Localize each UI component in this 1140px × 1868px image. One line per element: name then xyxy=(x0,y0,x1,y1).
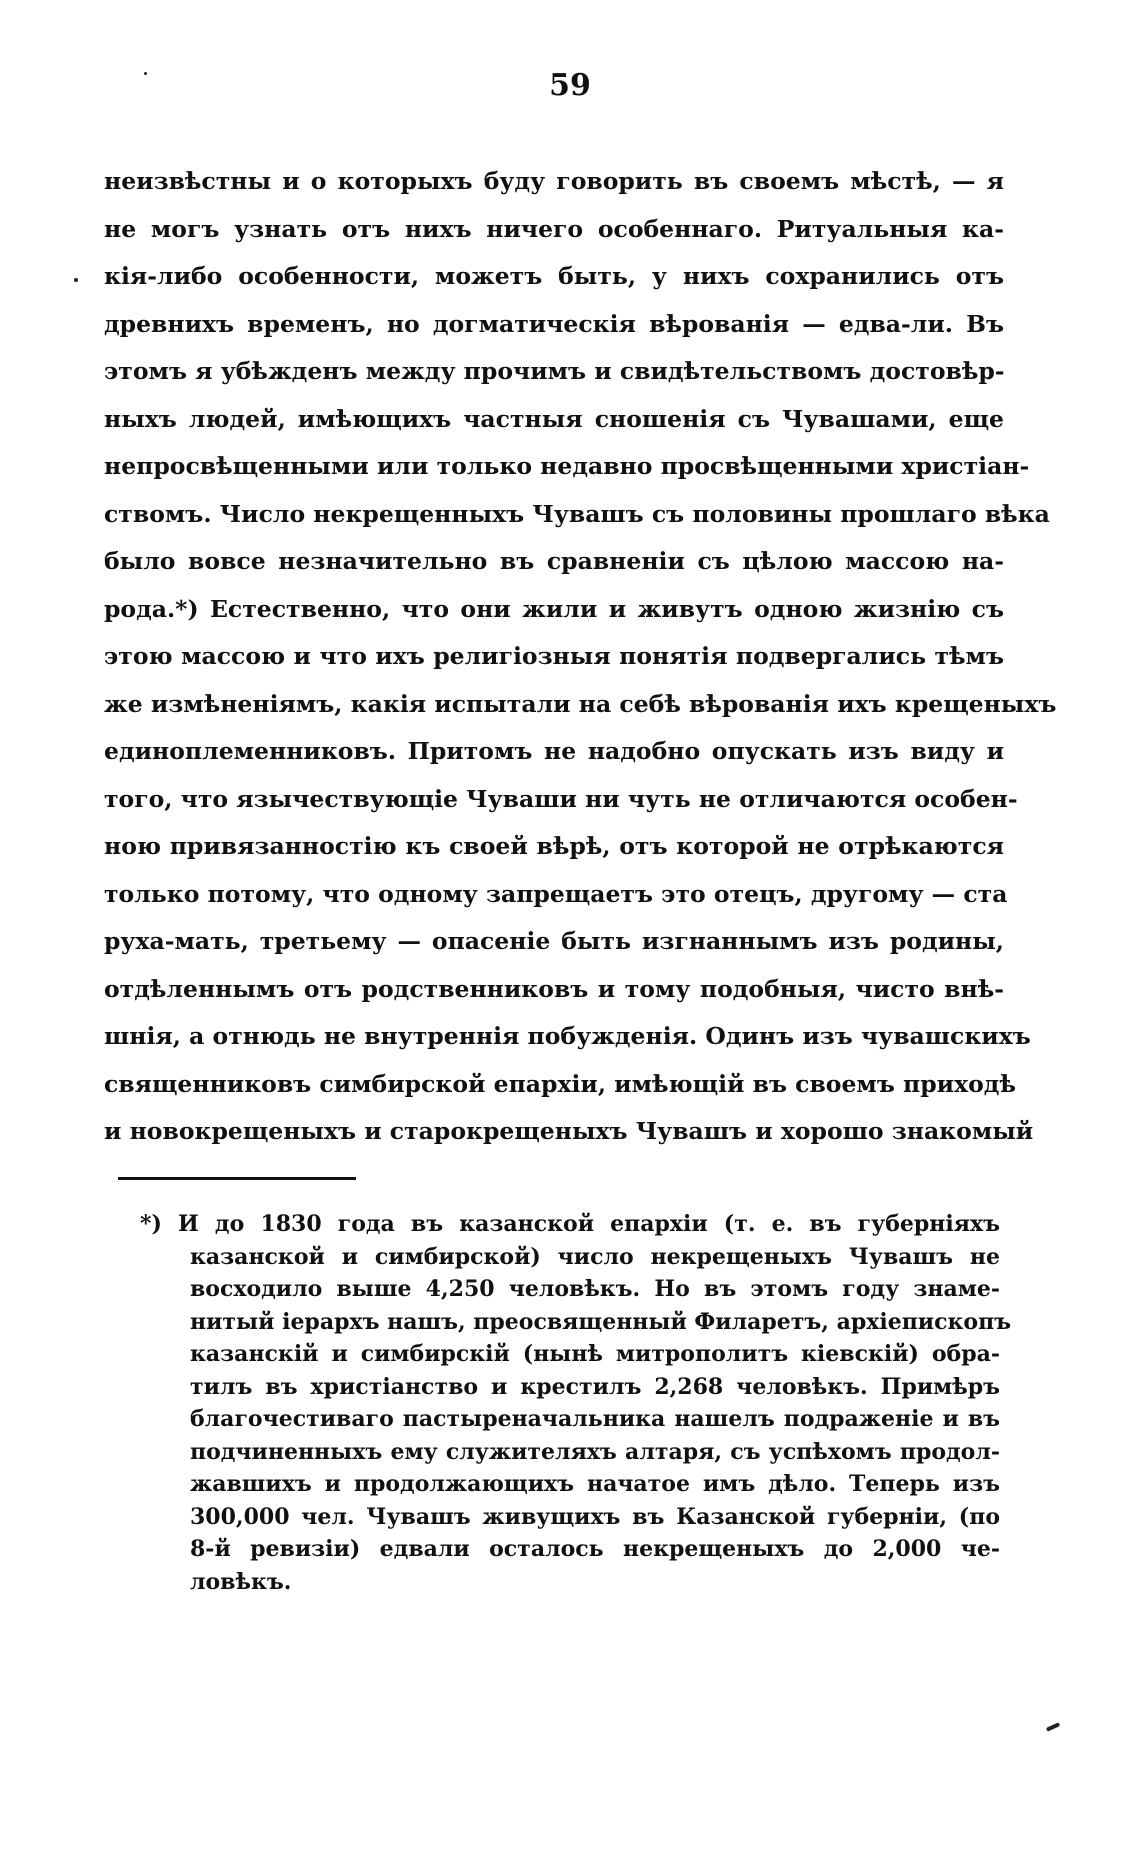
text-line: отдѣленнымъ отъ родственниковъ и тому подобныя, чисто внѣ- xyxy=(104,974,1004,1003)
text-line: неизвѣстны и о которыхъ буду говорить въ своемъ мѣстѣ, — я xyxy=(104,167,1004,195)
page-number: 59 xyxy=(549,68,591,103)
footnote-line: 8-й ревизіи) едвали осталось некрещеныхъ до 2,000 че- xyxy=(190,1536,1000,1562)
text-line: единоплеменниковъ. Притомъ не надобно опускать изъ виду и xyxy=(104,737,1004,765)
text-line: только потому, что одному запрещаетъ это отецъ, другому — ста xyxy=(104,879,1008,908)
footnote-line: *) И до 1830 года въ казанской епархіи (т. е. въ губерніяхъ xyxy=(140,1211,1000,1237)
footnote-line: подчиненныхъ ему служителяхъ алтаря, съ успѣхомъ продол- xyxy=(190,1438,1000,1465)
scan-speck xyxy=(144,72,147,75)
text-line: же измѣненіямъ, какія испытали на себѣ вѣрованія ихъ крещеныхъ xyxy=(104,689,1057,718)
footnote-line: нитый іерархъ нашъ, преосвященный Филаретъ, архіепископъ xyxy=(190,1308,1012,1335)
text-line: не могъ узнать отъ нихъ ничего особеннаго. Ритуальныя ка- xyxy=(104,214,1004,243)
scan-speck xyxy=(74,278,78,282)
text-line: и новокрещеныхъ и старокрещеныхъ Чувашъ и хорошо знакомый xyxy=(104,1117,1034,1145)
text-line: ною привязанностію къ своей вѣрѣ, отъ которой не отрѣкаются xyxy=(104,832,1004,860)
footnote-block xyxy=(140,1208,1012,1598)
footnote-separator xyxy=(118,1177,356,1180)
text-line: этомъ я убѣжденъ между прочимъ и свидѣтельствомъ достовѣр- xyxy=(104,357,1005,385)
text-line: священниковъ симбирской епархіи, имѣющій въ своемъ приходѣ xyxy=(104,1069,1016,1098)
footnote-line: тилъ въ христіанство и крестилъ 2,268 человѣкъ. Примѣръ xyxy=(190,1373,1000,1400)
text-line: непросвѣщенными или только недавно просвѣщенными христіан- xyxy=(104,452,1030,480)
text-line: того, что язычествующіе Чуваши ни чуть не отличаются особен- xyxy=(104,784,1018,813)
footnote-line: 300,000 чел. Чувашъ живущихъ въ Казанской губерніи, (по xyxy=(190,1503,1000,1530)
text-line: этою массою и что ихъ религіозныя понятія подвергались тѣмъ xyxy=(104,642,1004,670)
text-line: руха-мать, третьему — опасеніе быть изгнаннымъ изъ родины, xyxy=(104,927,1004,955)
footnote-line: благочестиваго пастыреначальника нашелъ подраженіе и въ xyxy=(190,1406,1000,1432)
footnote-line: казанскій и симбирскій (нынѣ митрополитъ кіевскій) обра- xyxy=(190,1341,1000,1367)
text-line: шнія, а отнюдь не внутреннія побужденія. Одинъ изъ чувашскихъ xyxy=(104,1022,1031,1050)
text-line: древнихъ временъ, но догматическія вѣрованія — едва-ли. Въ xyxy=(104,309,1004,338)
text-line: ныхъ людей, имѣющихъ частныя сношенія съ Чувашами, еще xyxy=(104,404,1004,433)
footnote-line: ловѣкъ. xyxy=(190,1568,292,1595)
text-line: было вовсе незначительно въ сравненіи съ цѣлою массою на- xyxy=(104,547,1004,575)
scan-speck xyxy=(1046,1722,1060,1732)
footnote-line: жавшихъ и продолжающихъ начатое имъ дѣло. Теперь изъ xyxy=(190,1471,1000,1497)
text-line: кія-либо особенности, можетъ быть, у нихъ сохранились отъ xyxy=(104,262,1004,290)
text-line: ствомъ. Число некрещенныхъ Чувашъ съ половины прошлаго вѣка xyxy=(104,499,1050,528)
main-text-block xyxy=(104,158,1057,1156)
text-line: рода.*) Естественно, что они жили и живутъ одною жизнію съ xyxy=(104,594,1004,623)
footnote-line: казанской и симбирской) число некрещеныхъ Чувашъ не xyxy=(190,1243,1000,1270)
footnote-line: восходило выше 4,250 человѣкъ. Но въ этомъ году знаме- xyxy=(190,1276,1000,1302)
